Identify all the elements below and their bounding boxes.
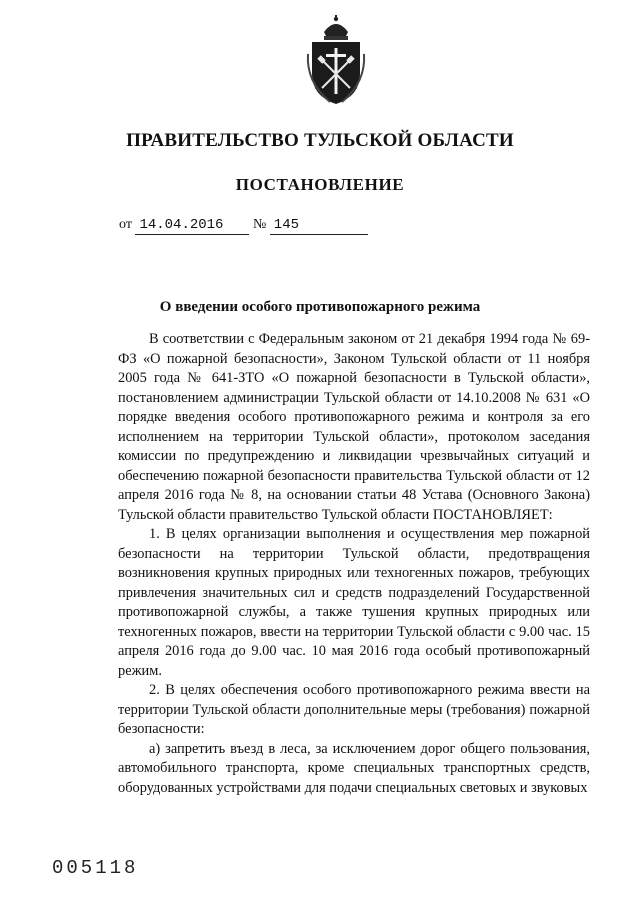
item-1-paragraph: 1. В целях организации выполнения и осуществления мер пожарной безопасности на территории Тульской области, предотвращения возникновения крупных природных или техногенных пожаров, требующих привлечения значительных сил и средств подразделений Государственной противопожарной службы, а также тушения крупных природных или техногенных пожаров, ввести на территории Тульской области с 9.00 час. 15 апреля 2016 года до 9.00 час. 10 мая 2016 года особый противопожарный режим. (118, 526, 590, 679)
item-2a-paragraph: а) запретить въезд в леса, за исключением дорог общего пользования, автомобильного транспорта, кроме специальных транспортных средств, оборудованных устройствами для подачи специальных световых и звуковых (118, 740, 590, 796)
item-2-paragraph: 2. В целях обеспечения особого противопожарного режима ввести на территории Тульской области дополнительные меры (требования) пожарной безопасности: (118, 682, 590, 737)
document-subject: О введении особого противопожарного режима (159, 299, 481, 315)
document-dateline (119, 217, 368, 235)
number-label: № (252, 217, 267, 232)
form-serial-number: 005118 (52, 857, 139, 879)
document-body (118, 330, 590, 798)
document-date: 14.04.2016 (135, 217, 249, 235)
document-type: ПОСТАНОВЛЕНИЕ (235, 175, 405, 194)
date-label: от (119, 217, 132, 232)
preamble-paragraph: В соответствии с Федеральным законом от 21 декабря 1994 года № 69-ФЗ «О пожарной безопасности», Законом Тульской области от 11 ноября 2005 года № 641-ЗТО «О пожарной безопасности в Тульской области», постановлением администрации Тульской области от 14.10.2008 № 631 «О порядке введения особого противопожарного режима и контроля за его исполнением на территории Тульской области», протоколом заседания комиссии по предупреждению и ликвидации чрезвычайных ситуаций и обеспечению пожарной безопасности правительства Тульской области от 12 апреля 2016 года № 8, на основании статьи 48 Устава (Основного Закона) Тульской области правительство Тульской области ПОСТАНОВЛЯЕТ: (118, 331, 590, 523)
government-title: ПРАВИТЕЛЬСТВО ТУЛЬСКОЙ ОБЛАСТИ (126, 130, 514, 151)
tula-coat-of-arms-icon (304, 14, 368, 106)
document-number: 145 (270, 217, 368, 235)
